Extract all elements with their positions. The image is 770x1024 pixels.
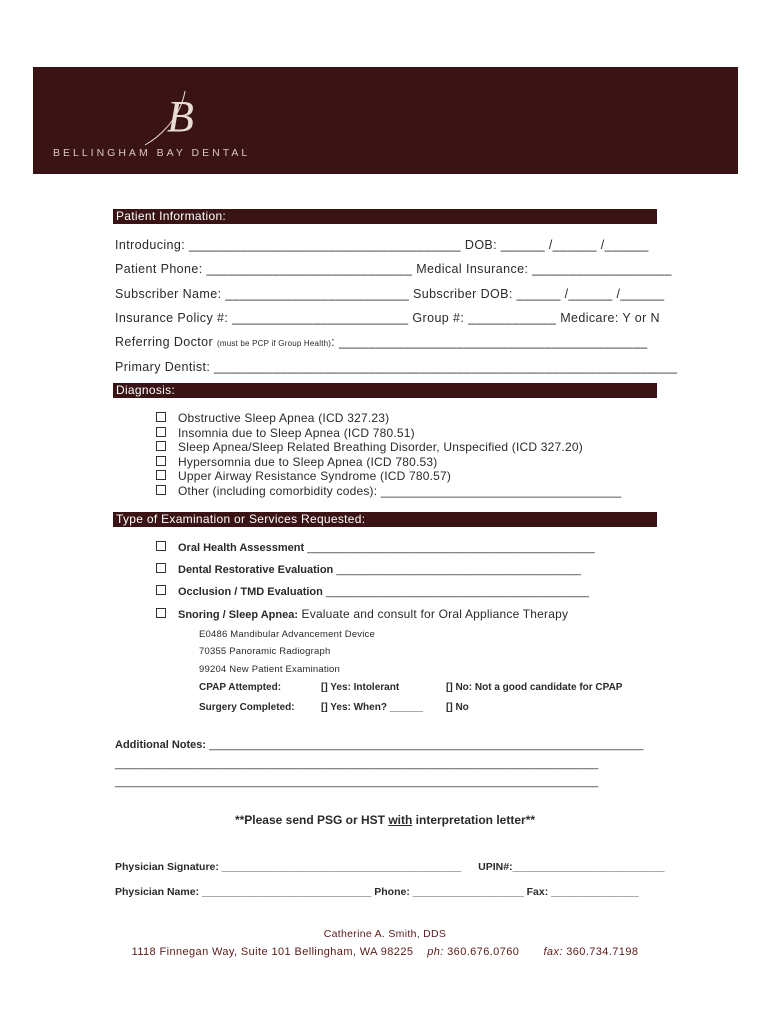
services-heading: Type of Examination or Services Requested: <box>113 512 657 527</box>
checkbox[interactable] <box>156 608 166 618</box>
primary-dentist-line[interactable]: Primary Dentist: _______________________________________________________________ <box>115 360 678 374</box>
diagnosis-item: Other (including comorbidity codes): ___________________________________ <box>156 484 621 499</box>
physician-signature-line[interactable]: Physician Signature: _________________________________________ UPIN#:__________________________ <box>115 861 665 873</box>
bellingham-b-logo-icon <box>133 85 213 149</box>
diagnosis-item: Upper Airway Resistance Syndrome (ICD 780.57) <box>156 469 621 484</box>
occlusion-tmd-option[interactable]: Occlusion / TMD Evaluation ___________________________________________ <box>156 585 589 598</box>
doctor-name: Catherine A. Smith, DDS <box>323 928 447 940</box>
dental-restorative-option[interactable]: Dental Restorative Evaluation ________________________________________ <box>156 563 581 576</box>
cpap-attempted-label: CPAP Attempted: <box>199 682 282 693</box>
phone-blank[interactable]: ___________________ <box>409 886 524 898</box>
code-99204: 99204 New Patient Examination <box>199 664 340 675</box>
checkbox[interactable] <box>156 563 166 573</box>
checkbox[interactable] <box>156 541 166 551</box>
insurance-policy-line[interactable]: Insurance Policy #: ________________________ Group #: ____________ Medicare: Y or N <box>115 311 660 325</box>
referring-doctor-blank[interactable]: : __________________________________________ <box>331 335 648 349</box>
diagnosis-heading: Diagnosis: <box>113 383 657 398</box>
cpap-no-option[interactable]: [] No: Not a good candidate for CPAP <box>446 682 623 693</box>
checkbox[interactable] <box>156 585 166 595</box>
diagnosis-item: Sleep Apnea/Sleep Related Breathing Disorder, Unspecified (ICD 327.20) <box>156 440 621 455</box>
snoring-sleep-apnea-option[interactable]: Snoring / Sleep Apnea: Evaluate and consult for Oral Appliance Therapy <box>156 607 568 621</box>
fax-label: Fax: <box>526 886 549 898</box>
upin-label: UPIN#: <box>478 861 513 873</box>
checkbox[interactable] <box>156 412 166 422</box>
checkbox[interactable] <box>156 441 166 451</box>
upin-blank[interactable]: __________________________ <box>512 861 665 873</box>
patient-phone-insurance-line[interactable]: Patient Phone: ____________________________ Medical Insurance: ___________________ <box>115 262 672 276</box>
additional-notes-line-3[interactable]: _______________________________________________________________________________ <box>115 776 599 788</box>
surgery-completed-label: Surgery Completed: <box>199 702 295 713</box>
fax-blank[interactable]: _______________ <box>548 886 639 898</box>
practice-address: 1118 Finnegan Way, Suite 101 Bellingham, WA 98225 ph: 360.676.0760 fax: 360.734.7198 <box>131 946 639 958</box>
referring-doctor-line[interactable] <box>115 335 648 349</box>
diagnosis-item: Insomnia due to Sleep Apnea (ICD 780.51) <box>156 426 621 441</box>
surgery-yes-option[interactable]: [] Yes: When? ______ <box>321 702 424 713</box>
psg-hst-request: **Please send PSG or HST with interpretation letter** <box>234 813 536 827</box>
physician-name-line[interactable]: Physician Name: _____________________________ Phone: ___________________ Fax: _______________ <box>115 886 639 898</box>
additional-notes-label: Additional Notes: <box>115 739 207 751</box>
code-e0486: E0486 Mandibular Advancement Device <box>199 629 375 640</box>
additional-notes-line[interactable]: Additional Notes: _______________________________________________________________________ <box>115 739 644 751</box>
patient-information-heading: Patient Information: <box>113 209 657 224</box>
diagnosis-list <box>156 411 621 499</box>
checkbox[interactable] <box>156 456 166 466</box>
brand-name: BELLINGHAM BAY DENTAL <box>53 147 251 159</box>
cpap-yes-option[interactable]: [] Yes: Intolerant <box>321 682 400 693</box>
diagnosis-item: Hypersomnia due to Sleep Apnea (ICD 780.53) <box>156 455 621 470</box>
diagnosis-item: Obstructive Sleep Apnea (ICD 327.23) <box>156 411 621 426</box>
subscriber-line[interactable]: Subscriber Name: _________________________ Subscriber DOB: ______ /______ /______ <box>115 287 665 301</box>
referring-doctor-note: (must be PCP if Group Health) <box>216 339 332 348</box>
oral-health-assessment-option[interactable]: Oral Health Assessment _______________________________________________ <box>156 541 595 554</box>
letterhead-banner <box>33 67 738 174</box>
checkbox[interactable] <box>156 470 166 480</box>
surgery-no-option[interactable]: [] No <box>446 702 469 713</box>
checkbox[interactable] <box>156 427 166 437</box>
checkbox[interactable] <box>156 485 166 495</box>
svg-text:B: B <box>167 92 194 141</box>
referring-doctor-label: Referring Doctor <box>115 335 217 349</box>
additional-notes-line-2[interactable]: _______________________________________________________________________________ <box>115 758 599 770</box>
code-70355: 70355 Panoramic Radiograph <box>199 646 331 657</box>
phone-label: Phone: <box>374 886 410 898</box>
introducing-dob-line[interactable]: Introducing: _____________________________________ DOB: ______ /______ /______ <box>115 238 649 252</box>
